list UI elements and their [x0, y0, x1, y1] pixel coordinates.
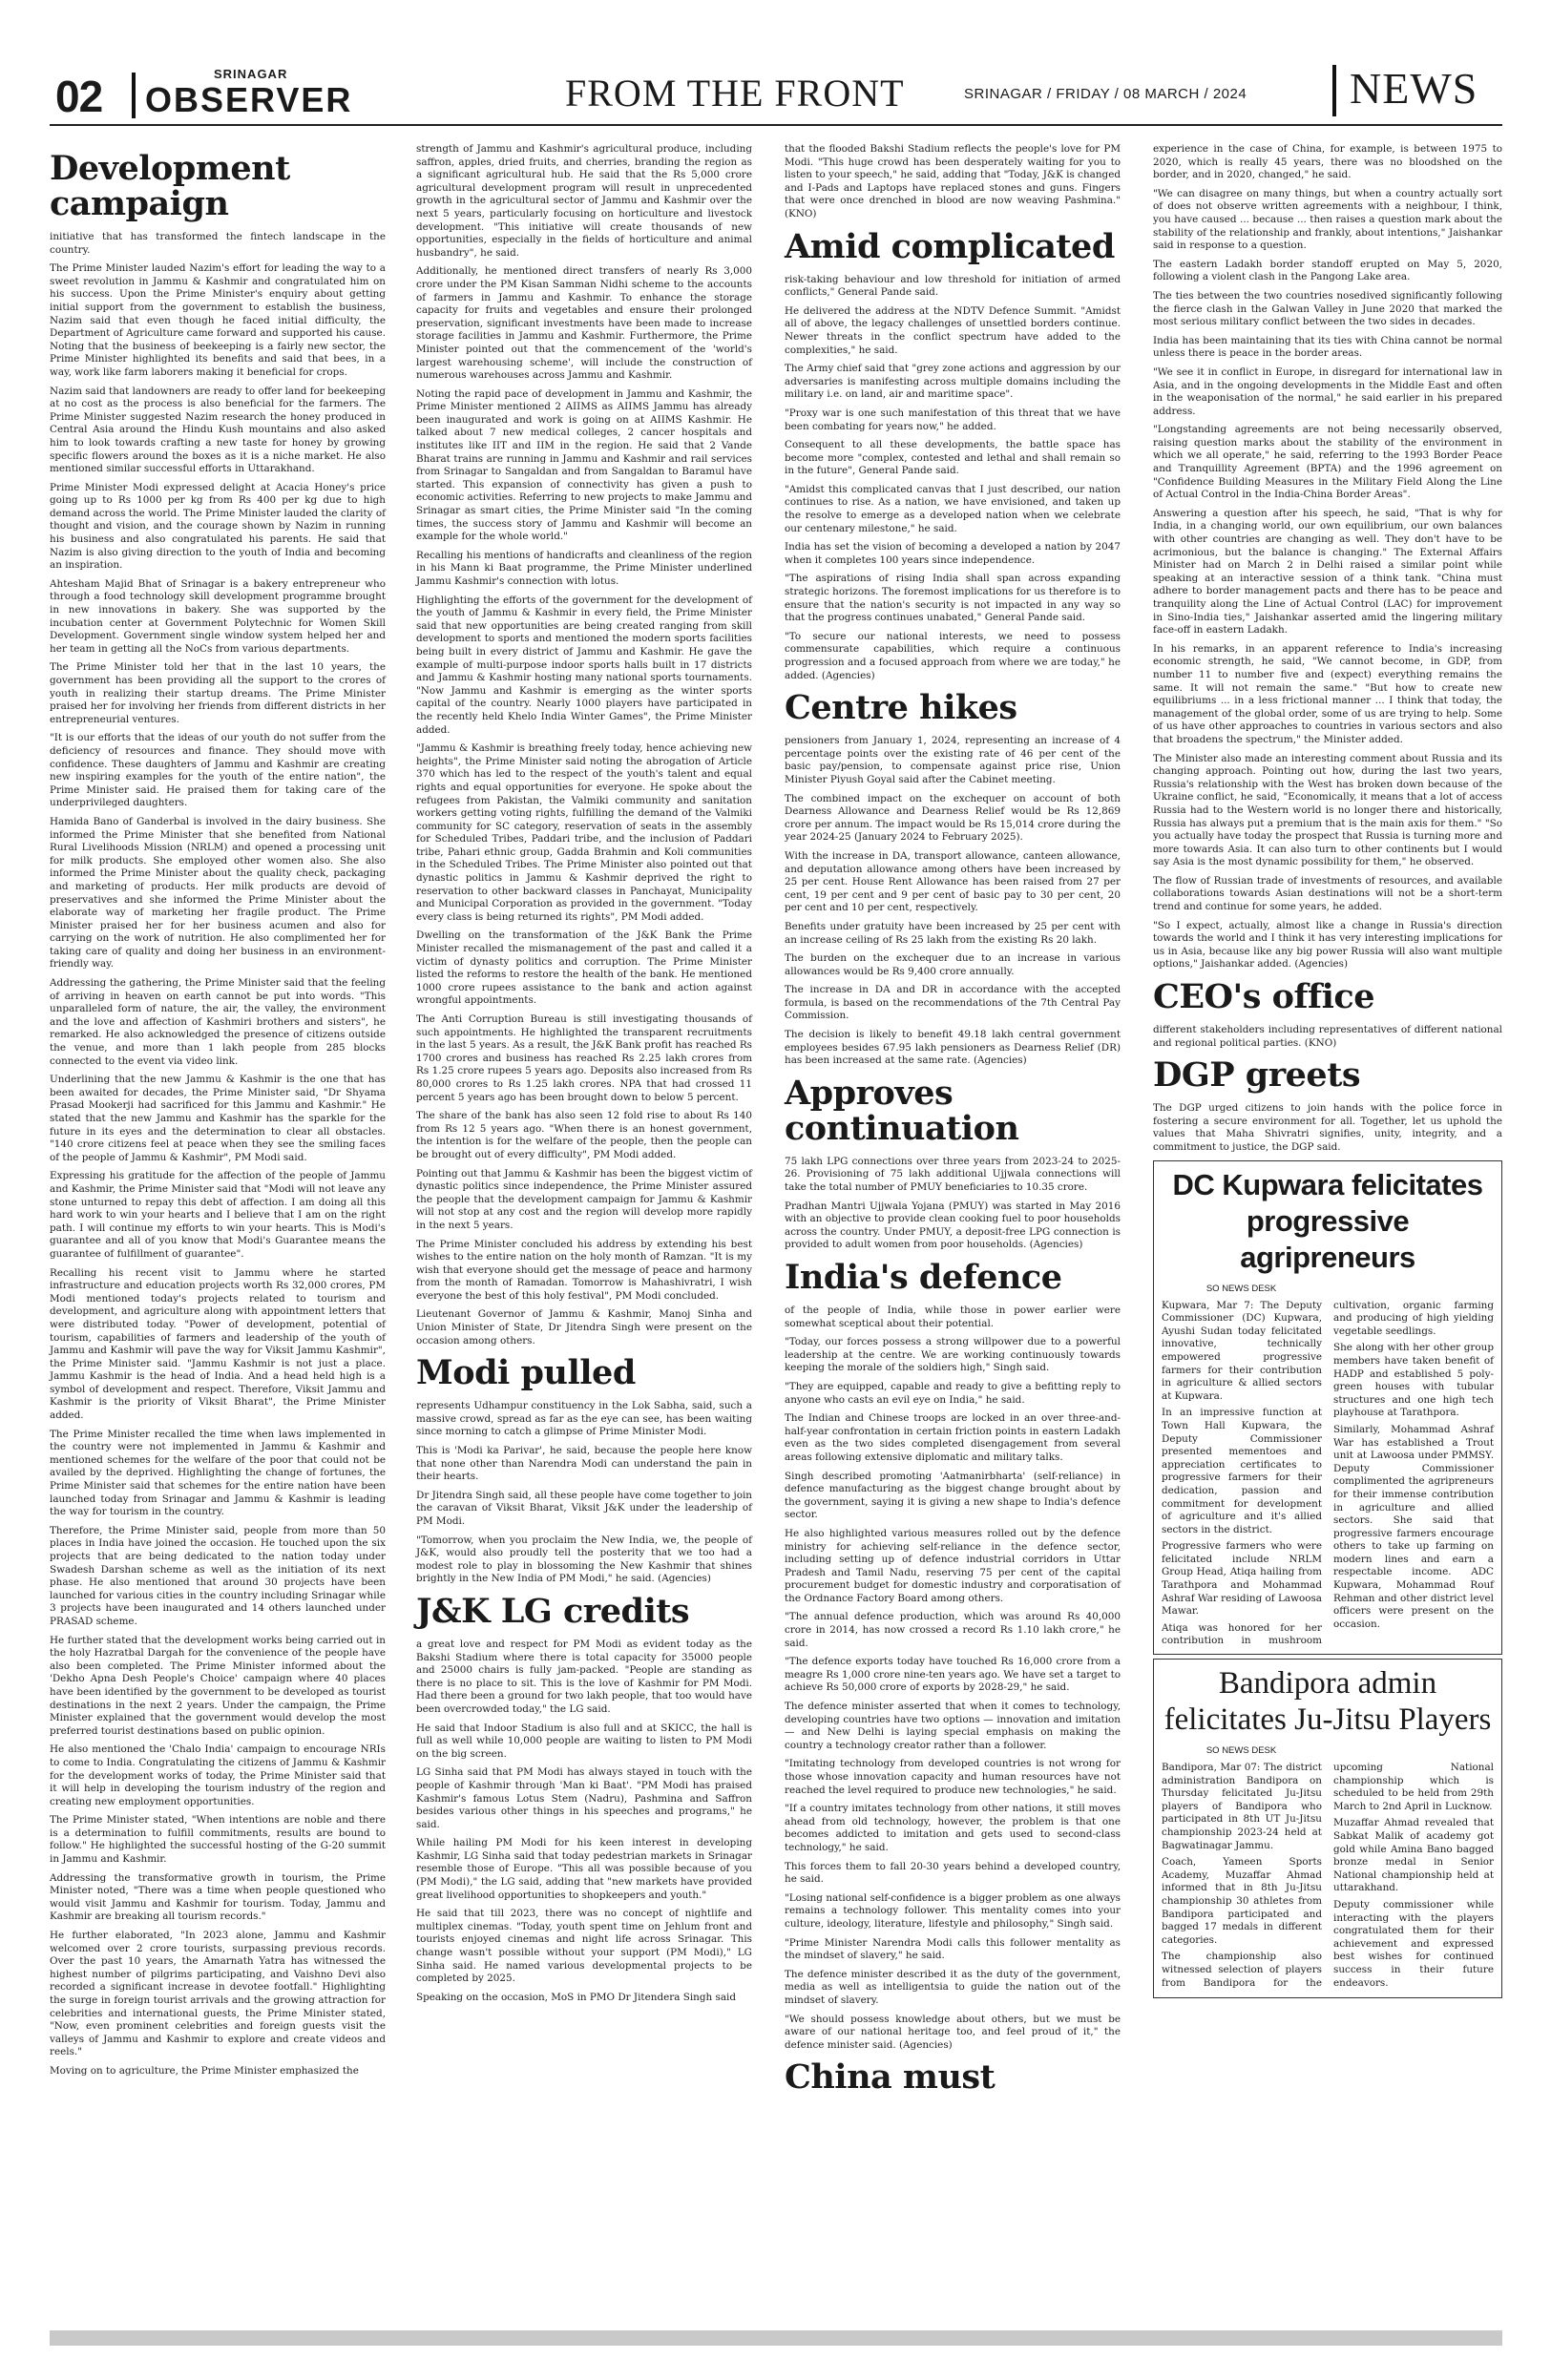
article-dgp-greets [1153, 1102, 1502, 1154]
paragraph: Recalling his mentions of handicrafts and cleanliness of the region in his Mann ki Baat programme, the Prime Minister underlined Jammu Kashmir's connection with lotus. [416, 549, 752, 587]
headline-development-campaign: Development campaign [50, 149, 290, 223]
section-title: FROM THE FRONT [565, 72, 905, 115]
paragraph: The Prime Minister recalled the time when laws implemented in the country were not implemented in Jammu & Kashmir and mentioned schemes for the welfare of the poor that could not be availed by the deprived. Highlighting the change of fortunes, the Prime Minister said that schemes for the entire nation have been launched today from Srinagar and Jammu & Kashmir is leading the way for tourism in the country. [50, 1428, 386, 1518]
paragraph: initiative that has transformed the fintech landscape in the country. [50, 231, 386, 256]
paragraph: Consequent to all these developments, the battle space has become more "complex, contested and lethal and shall remain so in the future", General Pande said. [785, 439, 1121, 477]
paragraph: The increase in DA and DR in accordance with the accepted formula, is based on the recommendations of the 7th Central Pay Commission. [785, 984, 1121, 1022]
paragraph: Deputy commissioner while interacting with the players congratulated them for their achievement and expressed best wishes for continued success in their future endeavors. [1333, 1898, 1494, 1989]
article-ceo-office [1153, 1024, 1502, 1050]
paragraph: "Losing national self-confidence is a bigger problem as one always remains a technology follower. This mentality comes into your culture, ideology, literature, lifestyle and philosophy," Singh said. [785, 1891, 1121, 1930]
paragraph: Atiqa was honored for her contribution in mushroom cultivation, organic farming and producing of high yielding vegetable seedlings. [1162, 1299, 1494, 1647]
paragraph: He said that Indoor Stadium is also full and at SKICC, the hall is full as well while 10,000 people are waiting to listen to PM Modi on the big screen. [416, 1722, 752, 1760]
paragraph: The Minister also made an interesting comment about Russia and its changing approach. Pointing out how, during the last two years, Russia's relationship with the West has broken down because of the Ukraine conflict, he said, "Economically, it means that a lot of access Russia had to the Western world is no longer there and historically, Russia has always put a premium that is the main axis for them." "So you actually have today the prospect that Russia is turning more and more towards Asia. It can also turn to other continents but I would say Asia is the most dynamic possibility for them," he observed. [1153, 752, 1502, 868]
paragraph: "They are equipped, capable and ready to give a befitting reply to anyone who casts an evil eye on India," he said. [785, 1380, 1121, 1406]
paragraph: Hamida Bano of Ganderbal is involved in the dairy business. She informed the Prime Minister that she benefited from National Rural Livelihoods Mission (NRLM) and opened a processing unit for milk products. She employed other women also. She also informed the Prime Minister about the quality check, packaging and marketing of products. Her milk products are devoid of preservatives and she informed the Prime Minister about the elaborate way of marketing her fragile product. The Prime Minister praised her for her business acumen and also for carrying on the work of nutrition. He also complimented her for taking care of quality and doing her business in an environment-friendly way. [50, 815, 386, 971]
article-modi-pulled [416, 1400, 752, 1586]
paragraph: Therefore, the Prime Minister said, people from more than 50 places in India have joined the occasion. He touched upon the six projects that are being dedicated to the nation today under Swadesh Darshan scheme as well as the initiation of its next phase. He also mentioned that around 30 projects have been launched for various cities in the country including Srinagar while 3 projects have been inaugurated and 14 others launched under PRASAD scheme. [50, 1524, 386, 1627]
paragraph: Dwelling on the transformation of the J&K Bank the Prime Minister recalled the mismanagement of the past and called it a victim of dynasty politics and corruption. The Prime Minister listed the reforms to restore the health of the bank. He mentioned 1000 crore rupees assistance to the bank and action against wrongful appointments. [416, 929, 752, 1007]
paragraph: He delivered the address at the NDTV Defence Summit. "Amidst all of above, the legacy challenges of unsettled borders continue. Newer threats in the conflict spectrum have added to the complexities," he said. [785, 304, 1121, 356]
paragraph: The decision is likely to benefit 49.18 lakh central government employees besides 67.95 lakh pensioners as Dearness Relief (DR) has been increased at the same rate. (Agencies) [785, 1029, 1121, 1067]
headline-dc-kupwara: DC Kupwara felicitates progressive agripreneurs [1172, 1167, 1483, 1274]
paragraph: risk-taking behaviour and low threshold for initiation of armed conflicts," General Pande said. [785, 273, 1121, 299]
paragraph: This forces them to fall 20-30 years behind a developed country, he said. [785, 1860, 1121, 1886]
paragraph: "To secure our national interests, we need to possess commensurate capabilities, which require a continuous progression and a focused approach from where we are today," he added. (Agencies) [785, 630, 1121, 681]
paragraph: "The annual defence production, which was around Rs 40,000 crore in 2014, has now crossed a record Rs 1.10 lakh crore," he said. [785, 1611, 1121, 1649]
paragraph: Pradhan Mantri Ujjwala Yojana (PMUY) was started in May 2016 with an objective to provide clean cooking fuel to poor households across the country. Under PMUY, a deposit-free LPG connection is provided to adult women from poor households. (Agencies) [785, 1200, 1121, 1251]
headline-indias-defence: India's defence [785, 1258, 1062, 1297]
paragraph: of the people of India, while those in power earlier were somewhat sceptical about their potential. [785, 1305, 1121, 1329]
paragraph: The defence minister asserted that when it comes to technology, developing countries have two options — innovation and imitation — and New Delhi is laying special emphasis on making the country a technology creator rather than a follower. [785, 1701, 1121, 1751]
article-lg-continued [785, 143, 1121, 221]
article-development-campaign [50, 231, 386, 2078]
column-2 [416, 143, 752, 2010]
paragraph: Bandipora, Mar 07: The district administration Bandipora on Thursday felicitated Ju-Jitsu players of Bandipora who participated in 8th UT Ju-Jitsu championship 2023-24 held at Bagwatinagar Jammu. [1162, 1762, 1322, 1851]
paper-name-small: SRINAGAR [214, 67, 288, 81]
column-3 [785, 143, 1121, 2104]
headline-bandipora-admin: Bandipora admin felicitates Ju-Jitsu Players [1163, 1666, 1492, 1738]
paragraph: Recalling his recent visit to Jammu where he started infrastructure and education projects worth Rs 32,000 crores, PM Modi mentioned today's projects related to tourism and development, and agriculture along with appointment letters that were distributed today. "Power of development, potential of tourism, capabilities of farmers and leadership of the youth of Jammu and Kashmir will pave the way for Viksit Jammu Kashmir", the Prime Minister said. "Jammu Kashmir is not just a place. Jammu Kashmir is the head of India. And a head held high is a symbol of development and respect. Therefore, Viksit Jammu and Kashmir is the priority of Viksit Bharat", the Prime Minister added. [50, 1266, 386, 1422]
category-label: NEWS [1350, 64, 1478, 113]
column-1 [50, 143, 386, 2084]
paragraph: He also mentioned the 'Chalo India' campaign to encourage NRIs to come to India. Congratulating the citizens of Jammu & Kashmir for the development works of today, the Prime Minister said that it will help in developing the tourism industry of the region and creating new employment opportunities. [50, 1743, 386, 1807]
headline-ceo-office: CEO's office [1153, 977, 1374, 1017]
headline-dgp-greets: DGP greets [1153, 1055, 1361, 1096]
paragraph: "We can disagree on many things, but when a country actually sort of does not observe written agreements with a neighbour, I think, you have caused ... because ... then raises a question mark about the stability of the relationship and frankly, about intentions," Jaishankar said in response to a question. [1153, 187, 1502, 252]
paragraph: Coach, Yameen Sports Academy, Muzaffar Ahmad informed that in 8th Ju-Jitsu championship 30 athletes from Bandipora participated and bagged 17 medals in different categories. [1162, 1856, 1322, 1946]
article-amid-complicated [785, 274, 1121, 683]
headline-lg-credits: J&K LG credits [416, 1591, 690, 1631]
page-number: 02 [55, 72, 103, 121]
boxed-story-bandipora [1153, 1659, 1502, 1998]
paragraph: He said that till 2023, there was no concept of nightlife and multiplex cinemas. "Today, youth spent time on Jehlum front and tourists enjoyed cinemas and night life across Srinagar. This change wasn't possible without your support (PM Modi)," LG Sinha said. He named various developmental projects to be completed by 2025. [416, 1908, 752, 1985]
paragraph: India has set the vision of becoming a developed a nation by 2047 when it completes 100 years since independence. [785, 541, 1121, 566]
paragraph: The championship also witnessed selection of players from Bandipora for the upcoming National championship which is scheduled to be held from 29th March to 2nd April in Lucknow. [1162, 1762, 1494, 1989]
footer-bar [50, 2330, 1502, 2346]
paragraph: Progressive farmers who were felicitated include NRLM Group Head, Atiqa hailing from Tarathpora and Mohammad Ashraf War residing of Lawoosa Mawar. [1162, 1540, 1322, 1618]
headline-china-must: China must [785, 2057, 996, 2098]
paragraph: a great love and respect for PM Modi as evident today as the Bakshi Stadium where there is total capacity for 35000 people and 25000 chairs is fully jam-packed. "People are standing as there is no place to sit. This is the love of Kashmir for PM Modi. Had there been a ground for two lakh people, that too would have been overcrowded today," the LG said. [416, 1638, 752, 1715]
paragraph: The defence minister described it as the duty of the government, media as well as intelligentsia to guide the nation out of the mindset of slavery. [785, 1968, 1121, 2006]
paragraph: "The aspirations of rising India shall span across expanding strategic horizons. The foremost implications for us therefore is to ensure that the nation's security is not impacted in any way so that the progress continues unabated," General Pande said. [785, 573, 1121, 624]
paragraph: "Today, our forces possess a strong willpower due to a powerful leadership at the centre. We are working continuously towards keeping the morale of the soldiers high," Singh said. [785, 1336, 1121, 1374]
paragraph: The Prime Minister stated, "When intentions are noble and there is a determination to fulfill commitments, results are bound to follow." He highlighted the successful hosting of the G-20 summit in Jammu and Kashmir. [50, 1814, 386, 1866]
paragraph: "The defence exports today have touched Rs 16,000 crore from a meagre Rs 1,000 crore nine-ten years ago. We have set a target to achieve Rs 50,000 crore of exports by 2028-29," he said. [785, 1656, 1121, 1694]
paper-name: OBSERVER [145, 80, 353, 119]
paragraph: She along with her other group members have taken benefit of HADP and established 5 poly-green houses with tubular structures and one high tech playhouse at Tarathpora. [1333, 1342, 1494, 1419]
paragraph: Prime Minister Modi expressed delight at Acacia Honey's price going up to Rs 1000 per kg from Rs 400 per kg due to high demand across the world. The Prime Minister lauded the clarity of thought and vision, and the courage shown by Nazim in running his business and also congratulated his parents. He said that Nazim is also giving direction to the youth of India and becoming an inspiration. [50, 481, 386, 572]
article-dc-kupwara [1162, 1300, 1494, 1648]
paragraph: "So I expect, actually, almost like a change in Russia's direction towards the world and I think it has very interesting implications for us in Asia, because like any big power Russia will also want multiple options," Jaishankar added. (Agencies) [1153, 919, 1502, 971]
headline-approves-continuation: Approves continuation [785, 1073, 1019, 1148]
paragraph: Noting the rapid pace of development in Jammu and Kashmir, the Prime Minister mentioned 2 AIIMS as AIIMS Jammu has already been inaugurated and work is going on at AIIMS Kashmir. He talked about 7 new medical colleges, 2 cancer hospitals and institutes like IIT and IIM in the region. He said that 2 Vande Bharat trains are running in Jammu and Kashmir and rail services from Srinagar to Sangaldan and from Sangaldan to Baramul have started. This expansion of connectivity has given a push to economic activities. Referring to new projects to make Jammu and Srinagar as smart cities, the Prime Minister said "In the coming times, the success story of Jammu and Kashmir will become an example for the whole world." [416, 387, 752, 543]
paragraph: The combined impact on the exchequer on account of both Dearness Allowance and Dearness Relief would be Rs 12,869 crore per annum. The impact would be Rs 15,014 crore during the year 2024-25 (January 2024 to February 2025). [785, 792, 1121, 844]
boxed-story-kupwara [1153, 1160, 1502, 1655]
paragraph: The Prime Minister told her that in the last 10 years, the government has been providing all the support to the crores of youth in realizing their startup dreams. The Prime Minister praised her for involving her friends from different districts in her entrepreneurial ventures. [50, 661, 386, 725]
paragraph: The Prime Minister concluded his address by extending his best wishes to the entire nation on the holy month of Ramzan. "It is my wish that everyone should get the message of peace and harmony from the month of Ramadan. Tomorrow is Mahashivratri, I wish everyone the best of this holy festival", PM Modi concluded. [416, 1238, 752, 1302]
paragraph: pensioners from January 1, 2024, representing an increase of 4 percentage points over the existing rate of 46 per cent of the basic pay/pension, to compensate against price rise, Union Minister Piyush Goyal said after the Cabinet meeting. [785, 735, 1121, 785]
byline-desk: SO NEWS DESK [1205, 1283, 1277, 1294]
paragraph: He further elaborated, "In 2023 alone, Jammu and Kashmir welcomed over 2 crore tourists, surpassing previous records. Over the past 10 years, the Amarnath Yatra has witnessed the highest number of pilgrims participating, and Vaishno Devi also recorded a significant increase in devotee footfall." Highlighting the surge in foreign tourist arrivals and the growing attraction for celebrities and international guests, the Prime Minister stated, "Now, even prominent celebrities and foreign guests visit the valleys of Jammu and Kashmir to explore and create videos and reels." [50, 1930, 386, 2058]
byline-desk: SO NEWS DESK [1205, 1745, 1277, 1757]
paragraph: "Longstanding agreements are not being necessarily observed, raising question marks about the stability of the environment in which we all operate," he said, referring to the 1993 Border Peace and Tranquillity Agreement (BPTA) and the 1996 agreement on "Confidence Building Measures in the Military Field Along the Line of Actual Control in the India-China Border Areas". [1153, 424, 1502, 501]
paragraph: "If a country imitates technology from other nations, it still moves ahead from old technology, however, the problem is that one becomes addicted to imitation and gets used to second-class technology," he said. [785, 1803, 1121, 1853]
masthead-divider [132, 73, 136, 118]
article-approves-continuation [785, 1156, 1121, 1252]
paragraph: Kupwara, Mar 7: The Deputy Commissioner (DC) Kupwara, Ayushi Sudan today felicitated innovative, technically empowered progressive farmers for their contribution in agriculture & allied sectors at Kupwara. [1162, 1299, 1322, 1402]
paragraph: represents Udhampur constituency in the Lok Sabha, said, such a massive crowd, spread as far as the eye can see, has been waiting since morning to catch a glimpse of Prime Minister Modi. [416, 1400, 752, 1438]
paragraph: In an impressive function at Town Hall Kupwara, the Deputy Commissioner presented mementoes and appreciation certificates to progressive farmers for their dedication, passion and commitment for development of agriculture and it's allied sectors in the district. [1162, 1407, 1322, 1535]
paragraph: Speaking on the occasion, MoS in PMO Dr Jitendera Singh said [416, 1991, 736, 2003]
masthead-divider [1332, 65, 1336, 116]
paragraph: The Indian and Chinese troops are locked in an over three-and-half-year confrontation in certain friction points in eastern Ladakh even as the two sides completed disengagement from several areas following extensive diplomatic and military talks. [785, 1412, 1121, 1463]
paragraph: The flow of Russian trade of investments of resources, and available collaborations towards Asian destinations will not be a short-term trend and continue for some years, he added. [1153, 874, 1502, 913]
paragraph: Additionally, he mentioned direct transfers of nearly Rs 3,000 crore under the PM Kisan Samman Nidhi scheme to the accounts of farmers in Jammu and Kashmir. To enhance the storage capacity for fruits and vegetables and ensure their prolonged preservation, significant investments have been made to increase storage facilities in Jammu and Kashmir. Furthermore, the Prime Minister pointed out that the commencement of the 'world's largest warehousing scheme', will include the construction of numerous warehouses across Jammu and Kashmir. [416, 265, 752, 382]
masthead [50, 57, 1502, 126]
article-development-continued [416, 143, 752, 1347]
paragraph: "Amidst this complicated canvas that I just described, our nation continues to rise. As a nation, we have envisioned, and taken up the resolve to emerge as a developed nation when we celebrate our centenary milestone," he said. [785, 483, 1121, 534]
article-china-continued [1153, 143, 1502, 971]
paragraph: The share of the bank has also seen 12 fold rise to about Rs 140 from Rs 12 5 years ago. "When there is an honest government, the intention is for the welfare of the people, then the people can be brought out of every difficulty", PM Modi added. [416, 1110, 752, 1160]
article-centre-hikes [785, 735, 1121, 1068]
paragraph: "Prime Minister Narendra Modi calls this follower mentality as the mindset of slavery," he said. [785, 1936, 1121, 1962]
paragraph: He further stated that the development works being carried out in the holy Hazratbal Dargah for the convenience of the people have also been completed. The Prime Minister informed about the 'Dekho Apna Desh People's Choice' campaign where 40 places have been identified by the government to be developed as tourist destinations in the next 2 years. Under the campaign, the Prime Minister explained that the government would develop the most preferred tourist destinations based on public opinion. [50, 1634, 386, 1737]
paragraph: India has been maintaining that its ties with China cannot be normal unless there is peace in the border areas. [1153, 334, 1502, 360]
paragraph: Lieutenant Governor of Jammu & Kashmir, Manoj Sinha and Union Minister of State, Dr Jitendra Singh were present on the occasion among others. [416, 1308, 752, 1347]
paragraph: Benefits under gratuity have been increased by 25 per cent with an increase ceiling of Rs 25 lakh from the existing Rs 20 lakh. [785, 920, 1121, 946]
paragraph: "We see it in conflict in Europe, in disregard for international law in Asia, and in the ongoing developments in the Middle East and often in the weaponisation of the normal," he said earlier in his prepared address. [1153, 365, 1502, 417]
paragraph: that the flooded Bakshi Stadium reflects the people's love for PM Modi. "This huge crowd has been desperately waiting for you to listen to your speech," he said, adding that "Today, J&K is changed and I-Pads and Laptops have replaced stones and guns. Fingers that were once drenched in blood are now weaving Pashmina." (KNO) [785, 143, 1121, 219]
paragraph: Ahtesham Majid Bhat of Srinagar is a bakery entrepreneur who through a food technology skill development programme brought in new innovations in bakery. She was supported by the incubation center at Government Polytechnic for Women Skill Development. Government single window system helped her and her team in getting all the NoCs from various departments. [50, 577, 386, 655]
paragraph: Underlining that the new Jammu & Kashmir is the one that has been awaited for decades, the Prime Minister said, "Dr Shyama Prasad Mookerji had sacrificed for this Jammu and Kashmir." He stated that the new Jammu and Kashmir has the sparkle for the future in its eyes and the determination to clear all obstacles. "140 crore citizens feel at peace when they see the smiling faces of the people of Jammu & Kashmir", PM Modi said. [50, 1074, 386, 1163]
paragraph: Muzaffar Ahmad revealed that Sabkat Malik of academy got gold while Amina Bano bagged bronze medal in Senior National championship held at uttarakhand. [1333, 1817, 1494, 1894]
paragraph: Expressing his gratitude for the affection of the people of Jammu and Kashmir, the Prime Minister said that "Modi will not leave any stone unturned to repay this debt of affection. I am doing all this hard work to win your hearts and I believe that I am on the right path. I will continue my efforts to win your hearts. This is Modi's guarantee and all of you know that Modi's Guarantee means the guarantee of fulfillment of guarantee". [50, 1170, 386, 1260]
paragraph: Pointing out that Jammu & Kashmir has been the biggest victim of dynastic politics since independence, the Prime Minister assured the people that the development campaign for Jammu & Kashmir will not stop at any cost and the region will develop more rapidly in the next 5 years. [416, 1167, 752, 1231]
paragraph: The Prime Minister lauded Nazim's effort for leading the way to a sweet revolution in Jammu & Kashmir and congratulated him on his success. Upon the Prime Minister's enquiry about getting initial support from the government to establish the business, Nazim said that even though he faced initial difficulty, the Department of Agriculture came forward and supported his cause. Noting that the business of beekeeping is a fairly new sector, the Prime Minister highlighted its benefits and said that bees, in a way, work like farm laborers making it beneficial for crops. [50, 262, 386, 378]
article-lg-credits [416, 1639, 752, 2004]
paragraph: The Army chief said that "grey zone actions and aggression by our adversaries is manifesting across multiple domains including the military i.e. on land, air and maritime space". [785, 363, 1121, 401]
paragraph: "It is our efforts that the ideas of our youth do not suffer from the deficiency of resources and finance. They should move with confidence. These daughters of Jammu and Kashmir are creating new inspiring examples for the youth of the entire nation", the Prime Minister said. He praised them for taking care of the underprivileged daughters. [50, 732, 386, 809]
paragraph: experience in the case of China, for example, is between 1975 to 2020, which is really 45 years, there was no bloodshed on the border, and in 2020, changed," he said. [1153, 143, 1502, 181]
paragraph: Answering a question after his speech, he said, "That is why for India, in a changing world, our own equilibrium, our own balances with other countries are changing as well. They don't have to be acrimonious, but the balance is changing." The External Affairs Minister had on March 2 in Delhi raised a similar point while speaking at an interactive session of a think tank. "China must adhere to border management pacts and there has to be peace and tranquility along the Line of Actual Control (LAC) for improvement in Sino-India ties," Jaishankar asserted amid the lingering military face-off in eastern Ladakh. [1153, 507, 1502, 637]
headline-amid-complicated: Amid complicated [785, 226, 1115, 266]
paragraph: 75 lakh LPG connections over three years from 2023-24 to 2025-26. Provisioning of 75 lakh additional Ujjwala connections will take the total number of PMUY beneficiaries to 10.35 crore. [785, 1155, 1121, 1194]
paragraph: The ties between the two countries nosedived significantly following the fierce clash in the Galwan Valley in June 2020 that marked the most serious military conflict between the two sides in decades. [1153, 289, 1502, 328]
paragraph: Addressing the gathering, the Prime Minister said that the feeling of arriving in heaven on earth cannot be put into words. "This unparalleled form of nature, the air, the valley, the environment and the love and affection of Kashmiri brothers and sisters", he remarked. He also acknowledged the presence of citizens outside the venue, and more than 1 lakh people from 285 blocks connected to the event via video link. [50, 977, 386, 1067]
dateline: SRINAGAR / FRIDAY / 08 MARCH / 2024 [964, 86, 1247, 102]
paragraph: "Tomorrow, when you proclaim the New India, we, the people of J&K, would also proudly tell the posterity that we too had a modest role to play in blossoming the New Kashmir that shines brightly in the New India of PM Modi," he said. (Agencies) [416, 1534, 752, 1585]
paragraph: The Anti Corruption Bureau is still investigating thousands of such appointments. He highlighted the transparent recruitments in the last 5 years. As a result, the J&K Bank profit has reached Rs 1700 crores and business has reached Rs 2.25 lakh crores from Rs 1.25 crore rupees 5 years ago. Deposits also increased from Rs 80,000 crores to Rs 1.25 lakh crores. NPA that had crossed 11 percent 5 years ago has been brought down to below 5 percent. [416, 1013, 752, 1103]
paragraph: Nazim said that landowners are ready to offer land for beekeeping at no cost as the process is also beneficial for the farmers. The Prime Minister suggested Nazim research the honey produced in Central Asia around the Hindu Kush mountains and also asked him to look towards crafting a new taste for honey by growing specific flowers around the boxes as it is a niche market. He also mentioned similar successful efforts in Uttarakhand. [50, 385, 386, 475]
paragraph: This is 'Modi ka Parivar', he said, because the people here know that none other than Narendra Modi can understand the pain in their hearts. [416, 1445, 752, 1483]
paragraph: Highlighting the efforts of the government for the development of the youth of Jammu & Kashmir in every field, the Prime Minister said that new opportunities are being created ranging from skill development to sports and mentioned the modern sports facilities being built in every district of Jammu and Kashmir. He gave the example of multi-purpose indoor sports halls built in 17 districts and Jammu & Kashmir hosting many national sports tournaments. "Now Jammu and Kashmir is emerging as the winter sports capital of the country. Nearly 1000 players have participated in the recently held Khelo India Winter Games", the Prime Minister added. [416, 594, 752, 736]
paragraph: He also highlighted various measures rolled out by the defence ministry for achieving self-reliance in the defence sector, including setting up of defence industrial corridors in Uttar Pradesh and Tamil Nadu, reserving 75 per cent of the capital procurement budget for domestic industry and corporatisation of the Ordnance Factory Board among others. [785, 1527, 1121, 1604]
paragraph: "Jammu & Kashmir is breathing freely today, hence achieving new heights", the Prime Minister said noting the abrogation of Article 370 which has led to the respect of the youth's talent and equal rights and equal opportunities for everyone. He spoke about the refugees from Pakistan, the Valmiki community and sanitation workers getting voting rights, fulfilling the demand of the Valmiki community for SC category, reservation of seats in the assembly for Scheduled Tribes, Paddari tribe, and the inclusion of Paddari tribe, Pahari ethnic group, Gadda Brahmin and Koli communities in the Scheduled Tribes. The Prime Minister also pointed out that dynastic politics in Jammu & Kashmir deprived the right to reservation to other backward classes in Panchayat, Municipality and Municipal Corporation as provided in the government. "Today every class is being returned its rights", PM Modi added. [416, 742, 752, 923]
paragraph: Moving on to agriculture, the Prime Minister emphasized the [50, 2064, 359, 2077]
paragraph: In his remarks, in an apparent reference to India's increasing economic strength, he said, "We cannot become, in GDP, from number 11 to number five and (expect) everything remains the same. It will not remain the same." "But how to create new equilibriums ... in a less frictional manner ... I think that today, the management of the global order, some of us are trying to help. Some of us have other approaches to countries in various sectors and also that broadens the spectrum," the Minister added. [1153, 642, 1502, 745]
headline-centre-hikes: Centre hikes [785, 688, 1017, 728]
article-indias-defence [785, 1305, 1121, 2052]
paragraph: different stakeholders including representatives of different national and regional political parties. (KNO) [1153, 1024, 1502, 1049]
paragraph: "Proxy war is one such manifestation of this threat that we have been combating for years now," he added. [785, 407, 1121, 432]
paragraph: While hailing PM Modi for his keen interest in developing Kashmir, LG Sinha said that today pedestrian markets in Srinagar resemble those of Europe. "This all was possible because of you (PM Modi)," the LG said, adding that "new markets have provided great livelihood opportunities to shopkeepers and youth." [416, 1837, 752, 1901]
paragraph: Addressing the transformative growth in tourism, the Prime Minister noted, "There was a time when people questioned who would visit Jammu and Kashmir for tourism. Today, Jammu and Kashmir are breaking all tourism records." [50, 1871, 386, 1923]
column-4 [1153, 143, 1502, 1998]
paragraph: With the increase in DA, transport allowance, canteen allowance, and deputation allowance among others have been increased by 25 per cent. House Rent Allowance has been raised from 27 per cent, 19 per cent and 9 per cent of basic pay to 30 per cent, 20 per cent and 10 per cent, respectively. [785, 849, 1121, 914]
paragraph: Similarly, Mohammad Ashraf War has established a Trout unit at Lawoosa under PMMSY. Deputy Commissioner complimented the agripreneurs for their immense contribution in agriculture and allied sectors. She said that progressive farmers encourage others to take up farming on modern lines and earn a respectable income. ADC Kupwara, Mohammad Rouf Rehman and other district level officers were present on the occasion. [1333, 1423, 1494, 1630]
paragraph: "Imitating technology from developed countries is not wrong for those whose innovation capacity and human resources have not reached the level required to produce new technologies," he said. [785, 1758, 1121, 1796]
paragraph: LG Sinha said that PM Modi has always stayed in touch with the people of Kashmir through 'Man ki Baat'. "PM Modi has praised Kashmir's famous Lotus Stem (Nadru), Pashmina and Saffron besides various other things in his speeches and programs," he said. [416, 1766, 752, 1830]
paragraph: Singh described promoting 'Aatmanirbharta' (self-reliance) in defence manufacturing as the biggest change brought about by the government, saying it is giving a new shape to India's defence sector. [785, 1470, 1121, 1521]
paragraph: "We should possess knowledge about others, but we must be aware of our national heritage too, and feel proud of it," the defence minister said. (Agencies) [785, 2013, 1121, 2051]
paragraph: The eastern Ladakh border standoff erupted on May 5, 2020, following a violent clash in the Pangong Lake area. [1153, 258, 1502, 283]
headline-modi-pulled: Modi pulled [416, 1353, 636, 1393]
article-bandipora [1162, 1762, 1494, 1992]
paragraph: Dr Jitendra Singh said, all these people have come together to join the caravan of Viksit Bharat, Viksit J&K under the leadership of PM Modi. [416, 1489, 752, 1527]
paragraph: The burden on the exchequer due to an increase in various allowances would be Rs 9,400 crore annually. [785, 952, 1121, 977]
paragraph: The DGP urged citizens to join hands with the police force in fostering a secure environment for all. Together, let us uphold the values that Maha Shivratri signifies, unity, integrity, and a commitment to justice, the DGP said. [1153, 1102, 1502, 1153]
paragraph: strength of Jammu and Kashmir's agricultural produce, including saffron, apples, dried fruits, and cherries, branding the region as a significant agricultural hub. He said that the Rs 5,000 crore agricultural development program will result in unprecedented growth in the agricultural sector of Jammu and Kashmir over the next 5 years, particularly focusing on horticulture and livestock development. "This initiative will create thousands of new opportunities, especially in the fields of horticulture and animal husbandry", he said. [416, 143, 752, 259]
